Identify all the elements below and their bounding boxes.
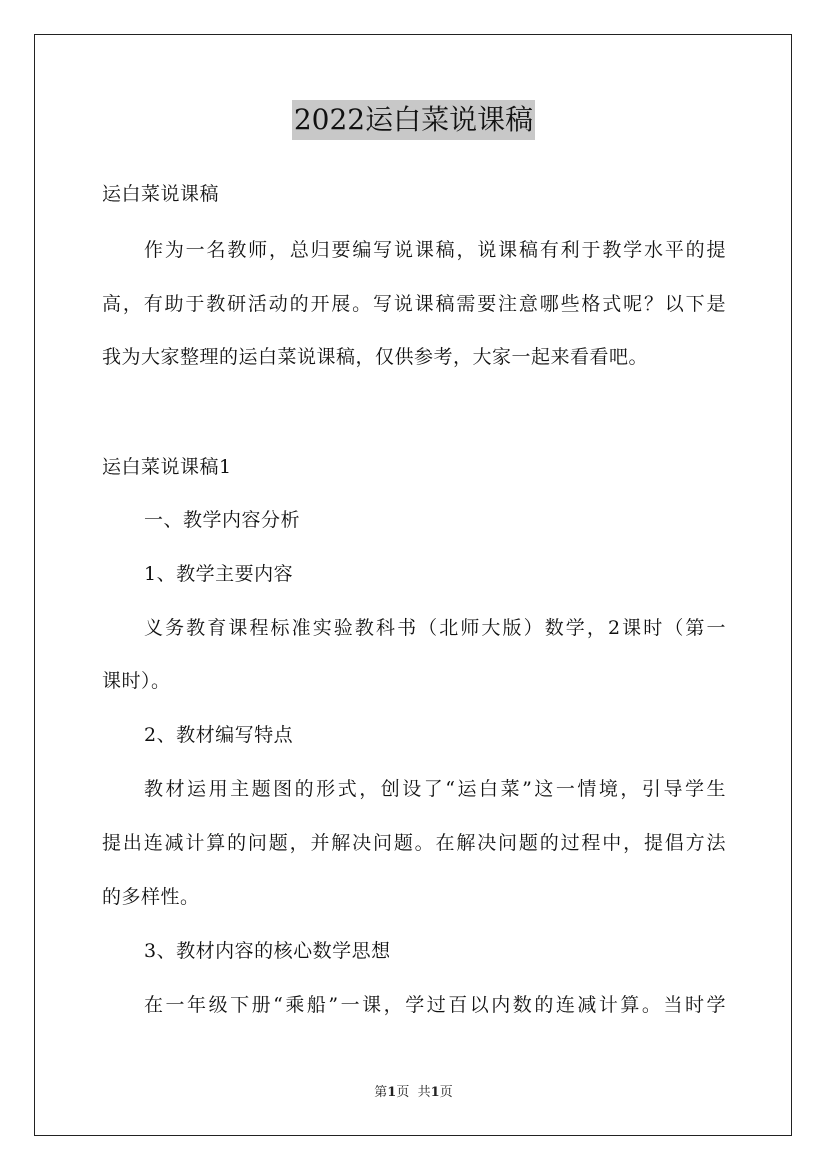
paragraph-line: 我为大家整理的运白菜说课稿，仅供参考，大家一起来看看吧。 xyxy=(102,346,649,368)
footer-total-pages: 1 xyxy=(430,1085,440,1100)
subsection-heading: 一、教学内容分析 xyxy=(144,509,301,531)
section-heading: 运白菜说课稿1 xyxy=(102,456,232,478)
paragraph-line: 教材运用主题图的形式，创设了“运白菜”这一情境，引导学生 xyxy=(144,778,726,800)
paragraph-line: 高，有助于教研活动的开展。写说课稿需要注意哪些格式呢？以下是 xyxy=(102,293,726,315)
footer-page-suffix: 页 xyxy=(396,1085,410,1100)
footer-total-suffix: 页 xyxy=(439,1085,453,1100)
subsection-heading: 1、教学主要内容 xyxy=(144,563,294,585)
paragraph-line: 提出连减计算的问题，并解决问题。在解决问题的过程中，提倡方法 xyxy=(102,832,726,854)
paragraph-line: 的多样性。 xyxy=(102,886,200,908)
footer-page-current: 1 xyxy=(387,1085,397,1100)
subsection-heading: 3、教材内容的核心数学思想 xyxy=(144,940,391,962)
footer-page-prefix: 第 xyxy=(374,1085,388,1100)
subsection-heading: 2、教材编写特点 xyxy=(144,724,294,746)
paragraph-line: 作为一名教师，总归要编写说课稿，说课稿有利于教学水平的提 xyxy=(144,239,726,261)
document-title: 2022运白菜说课稿 xyxy=(292,100,535,140)
footer-total-prefix: 共 xyxy=(417,1085,431,1100)
paragraph-line: 义务教育课程标准实验教科书（北师大版）数学，2课时（第一 xyxy=(144,617,726,639)
paragraph-line: 课时）。 xyxy=(102,670,171,692)
section-heading: 运白菜说课稿 xyxy=(102,183,220,205)
title-wrap xyxy=(0,100,827,140)
paragraph-line: 在一年级下册“乘船”一课，学过百以内数的连减计算。当时学 xyxy=(144,994,726,1016)
page-footer xyxy=(0,1084,827,1102)
